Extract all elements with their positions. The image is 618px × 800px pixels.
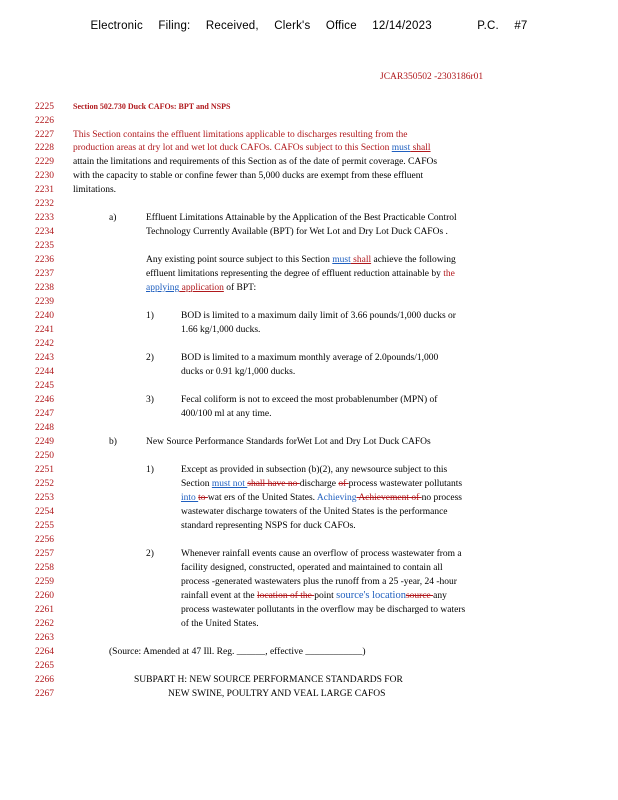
deleted-text: shall have no xyxy=(247,479,300,489)
deleted-text: shall xyxy=(410,143,431,153)
deleted-text: application xyxy=(179,283,224,293)
header-date: 12/14/2023 xyxy=(372,20,432,32)
line-number: 2226 xyxy=(35,116,54,126)
inserted-text: Achieving xyxy=(316,493,357,503)
para-text: no process xyxy=(421,493,463,503)
subsection-a-para-2 xyxy=(146,269,455,280)
item-b2-line-3: process -generated wastewaters plus the runoff from a 25 -year, 24 -hour xyxy=(181,577,457,587)
item-a1-line-2: 1.66 kg/1,000 ducks. xyxy=(181,325,261,335)
item-a2-line-2: ducks or 0.91 kg/1,000 ducks. xyxy=(181,367,296,377)
header-word: Clerk's xyxy=(274,20,311,32)
item-a1-number: 1) xyxy=(146,311,154,321)
item-b1-number: 1) xyxy=(146,465,154,475)
header-pc: P.C. xyxy=(477,20,499,32)
line-number: 2267 xyxy=(35,689,54,699)
item-b1-line-5: standard representing NSPS for duck CAFOs. xyxy=(181,521,356,531)
line-number: 2257 xyxy=(35,549,54,559)
line-number: 2229 xyxy=(35,157,54,167)
intro-line-1: This Section contains the effluent limitations applicable to discharges resulting from the xyxy=(73,130,408,140)
item-a3-number: 3) xyxy=(146,395,154,405)
deleted-text: shall xyxy=(350,255,372,265)
line-number: 2237 xyxy=(35,269,54,279)
line-number: 2245 xyxy=(35,381,54,391)
line-number: 2265 xyxy=(35,661,54,671)
para-text: wat ers of the United States. xyxy=(207,493,317,503)
para-text: any xyxy=(433,591,447,601)
inserted-text: source's location xyxy=(336,590,406,601)
line-number: 2233 xyxy=(35,213,54,223)
line-number: 2243 xyxy=(35,353,54,363)
line-number: 2228 xyxy=(35,143,54,153)
deleted-text: source xyxy=(405,591,434,601)
line-number: 2231 xyxy=(35,185,54,195)
item-b1-line-3 xyxy=(181,493,462,504)
header-word: Filing: xyxy=(158,20,191,32)
line-number: 2236 xyxy=(35,255,54,265)
item-a3-line-1: Fecal coliform is not to exceed the most probablenumber (MPN) of xyxy=(181,395,438,405)
item-b2-number: 2) xyxy=(146,549,154,559)
item-a2-number: 2) xyxy=(146,353,154,363)
deleted-text: of xyxy=(338,479,349,489)
item-a3-line-2: 400/100 ml at any time. xyxy=(181,409,272,419)
line-number: 2249 xyxy=(35,437,54,447)
line-number: 2250 xyxy=(35,451,54,461)
para-text: Section xyxy=(181,479,212,489)
para-text: Any existing point source subject to this Section xyxy=(146,255,333,265)
header-word: Received, xyxy=(205,20,259,32)
item-b1-line-4: wastewater discharge towaters of the United States is the performance xyxy=(181,507,448,517)
deleted-text: Achievement of xyxy=(356,493,422,503)
item-b1-line-2 xyxy=(181,479,462,490)
line-number: 2247 xyxy=(35,409,54,419)
section-title: Section 502.730 Duck CAFOs: BPT and NSPS xyxy=(73,102,231,111)
line-number: 2263 xyxy=(35,633,54,643)
inserted-text: must xyxy=(391,143,411,153)
line-number: 2235 xyxy=(35,241,54,251)
line-number: 2266 xyxy=(35,675,54,685)
line-number: 2254 xyxy=(35,507,54,517)
line-number: 2244 xyxy=(35,367,54,377)
para-text: discharge xyxy=(299,479,339,489)
para-text: achieve the following xyxy=(371,255,456,265)
subsection-a-label: a) xyxy=(109,213,117,223)
line-number: 2246 xyxy=(35,395,54,405)
item-b2-line-2: facility designed, constructed, operated and maintained to contain all xyxy=(181,563,443,573)
subsection-b-title: New Source Performance Standards forWet Lot and Dry Lot Duck CAFOs xyxy=(146,437,431,447)
line-number: 2255 xyxy=(35,521,54,531)
item-b2-line-4 xyxy=(181,591,447,602)
source-note: (Source: Amended at 47 Ill. Reg. ______, effective ____________) xyxy=(109,647,366,657)
filing-header xyxy=(0,20,618,32)
line-number: 2225 xyxy=(35,102,54,112)
line-number: 2253 xyxy=(35,493,54,503)
line-number: 2264 xyxy=(35,647,54,657)
line-number: 2241 xyxy=(35,325,54,335)
header-pc-number: #7 xyxy=(514,20,528,32)
intro-text: production areas at dry lot and wet lot duck CAFOs. CAFOs subject to this Section xyxy=(73,143,392,153)
inserted-text: applying xyxy=(146,283,180,293)
intro-line-5: limitations. xyxy=(73,185,117,195)
subpart-heading-2: NEW SWINE, POULTRY AND VEAL LARGE CAFOS xyxy=(168,689,386,699)
header-word: Electronic xyxy=(90,20,143,32)
item-b2-line-6: of the United States. xyxy=(181,619,259,629)
para-text: rainfall event at the xyxy=(181,591,257,601)
item-a2-line-1: BOD is limited to a maximum monthly average of 2.0pounds/1,000 xyxy=(181,353,439,363)
line-number: 2240 xyxy=(35,311,54,321)
subsection-a-para-1 xyxy=(146,255,456,266)
line-number: 2251 xyxy=(35,465,54,475)
item-a1-line-1: BOD is limited to a maximum daily limit of 3.66 pounds/1,000 ducks or xyxy=(181,311,456,321)
line-number: 2234 xyxy=(35,227,54,237)
para-text: point xyxy=(314,591,337,601)
line-number: 2252 xyxy=(35,479,54,489)
para-text: of BPT: xyxy=(223,283,257,293)
line-number: 2256 xyxy=(35,535,54,545)
line-number: 2261 xyxy=(35,605,54,615)
header-word: Office xyxy=(325,20,357,32)
subsection-a-para-3 xyxy=(146,283,256,294)
line-number: 2248 xyxy=(35,423,54,433)
document-id: JCAR350502 -2303186r01 xyxy=(380,72,484,82)
line-number: 2262 xyxy=(35,619,54,629)
line-number: 2230 xyxy=(35,171,54,181)
line-number: 2258 xyxy=(35,563,54,573)
item-b2-line-1: Whenever rainfall events cause an overflow of process wastewater from a xyxy=(181,549,462,559)
line-number: 2238 xyxy=(35,283,54,293)
line-number: 2239 xyxy=(35,297,54,307)
line-number: 2232 xyxy=(35,199,54,209)
item-b2-line-5: process wastewater pollutants in the overflow may be discharged to waters xyxy=(181,605,466,615)
inserted-text: must not xyxy=(211,479,248,489)
para-text: process wastewater pollutants xyxy=(348,479,463,489)
deleted-text: to xyxy=(198,493,208,503)
line-number: 2260 xyxy=(35,591,54,601)
subsection-b-label: b) xyxy=(109,437,117,447)
line-number: 2259 xyxy=(35,577,54,587)
inserted-text: must xyxy=(332,255,351,265)
intro-line-3: attain the limitations and requirements of this Section as of the date of permit coverage. CAFOs xyxy=(73,157,438,167)
subpart-heading-1: SUBPART H: NEW SOURCE PERFORMANCE STANDARDS FOR xyxy=(134,675,403,685)
line-number: 2242 xyxy=(35,339,54,349)
line-number: 2227 xyxy=(35,130,54,140)
subsection-a-title-2: Technology Currently Available (BPT) for Wet Lot and Dry Lot Duck CAFOs . xyxy=(146,227,448,237)
para-text: effluent limitations representing the degree of effluent reduction attainable by xyxy=(146,269,444,279)
inserted-text: into xyxy=(181,493,199,503)
deleted-text: location of the xyxy=(256,591,315,601)
item-b1-line-1: Except as provided in subsection (b)(2), any newsource subject to this xyxy=(181,465,448,475)
intro-line-2 xyxy=(73,143,431,154)
intro-line-4: with the capacity to stable or confine fewer than 5,000 ducks are exempt from these effluent xyxy=(73,171,424,181)
inserted-text: the xyxy=(443,269,455,279)
subsection-a-title-1: Effluent Limitations Attainable by the Application of the Best Practicable Control xyxy=(146,213,457,223)
